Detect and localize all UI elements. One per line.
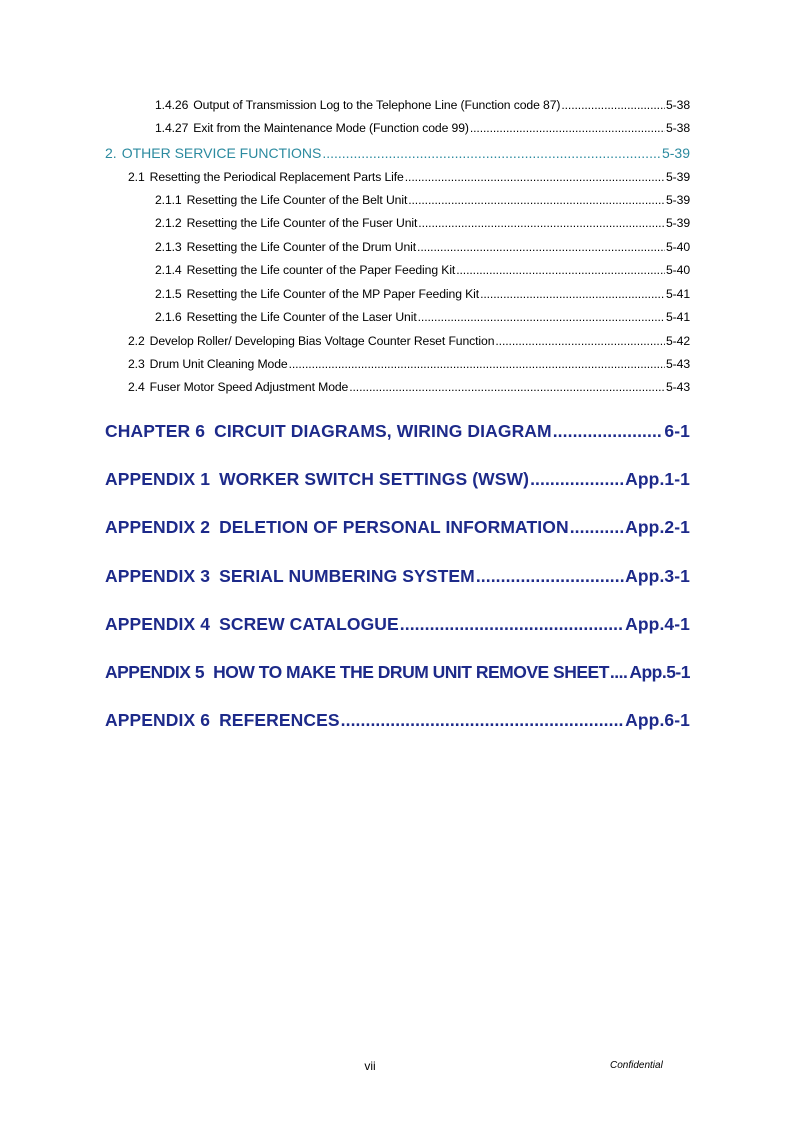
dot-leader [289, 357, 665, 371]
toc-entry-number: 1.4.27 [155, 121, 189, 135]
dot-leader [495, 334, 665, 348]
toc-entry-number: 2.2 [128, 334, 145, 348]
toc-appendix-page: App.2-1 [625, 517, 690, 537]
dot-leader [341, 710, 624, 731]
toc-entry-number: 2.1.1 [155, 193, 182, 207]
toc-entry-number: 2.1.6 [155, 310, 182, 324]
dot-leader [570, 517, 624, 538]
toc-entry-title: Fuser Motor Speed Adjustment Mode [149, 380, 349, 394]
dot-leader [480, 287, 665, 301]
toc-entry-title: Resetting the Life Counter of the MP Paper Feeding Kit [186, 287, 480, 301]
toc-entry-2-1-2[interactable] [155, 216, 690, 230]
toc-chapter-title: CIRCUIT DIAGRAMS, WIRING DIAGRAM [214, 421, 552, 441]
toc-appendix-page: App.4-1 [625, 614, 690, 634]
dot-leader [470, 121, 665, 135]
toc-appendix-3[interactable] [105, 566, 690, 587]
toc-entry-2-1-6[interactable] [155, 310, 690, 324]
toc-entry-title: Resetting the Life Counter of the Belt Unit [186, 193, 408, 207]
toc-entry-title: Resetting the Life Counter of the Laser Unit [186, 310, 417, 324]
toc-entry-number: 2.1.3 [155, 240, 182, 254]
toc-entry-2-3[interactable] [128, 357, 690, 371]
toc-entry-page: 5-39 [666, 193, 690, 207]
toc-entry-page: 5-40 [666, 240, 690, 254]
toc-appendix-5[interactable] [105, 662, 690, 683]
dot-leader [476, 566, 624, 587]
toc-entry-page: 5-41 [666, 310, 690, 324]
dot-leader [530, 469, 624, 490]
toc-entry-2-1-5[interactable] [155, 287, 690, 301]
toc-appendix-number: APPENDIX 4 [105, 614, 211, 634]
toc-appendix-page: App.6-1 [625, 710, 690, 730]
toc-entry-title: Drum Unit Cleaning Mode [149, 357, 288, 371]
toc-entry-page: 5-40 [666, 263, 690, 277]
toc-entry-2-4[interactable] [128, 380, 690, 394]
toc-entry-title: Exit from the Maintenance Mode (Function code 99) [193, 121, 469, 135]
dot-leader [456, 263, 665, 277]
dot-leader [561, 98, 665, 112]
toc-appendix-title: WORKER SWITCH SETTINGS (WSW) [219, 469, 530, 489]
toc-entry-2-1[interactable] [128, 170, 690, 184]
toc-entry-title: Resetting the Life Counter of the Drum Unit [186, 240, 417, 254]
toc-section-2[interactable] [105, 145, 690, 161]
toc-entry-page: 5-38 [666, 98, 690, 112]
dot-leader [400, 614, 624, 635]
toc-entry-page: 5-43 [666, 357, 690, 371]
footer-page-number: vii [364, 1059, 376, 1073]
toc-appendix-1[interactable] [105, 469, 690, 490]
toc-appendix-number: APPENDIX 1 [105, 469, 211, 489]
toc-entry-2-2[interactable] [128, 334, 690, 348]
toc-appendix-page: App.1-1 [625, 469, 690, 489]
toc-appendix-number: APPENDIX 5 [105, 662, 205, 682]
toc-entry-title: Develop Roller/ Developing Bias Voltage Counter Reset Function [149, 334, 495, 348]
toc-appendix-title: REFERENCES [219, 710, 340, 730]
toc-appendix-page: App.3-1 [625, 566, 690, 586]
dot-leader [418, 216, 665, 230]
toc-entry-page: 5-42 [666, 334, 690, 348]
toc-appendix-4[interactable] [105, 614, 690, 635]
toc-entry-page: 5-39 [666, 216, 690, 230]
toc-appendix-number: APPENDIX 6 [105, 710, 211, 730]
toc-entry-title: Resetting the Life counter of the Paper Feeding Kit [186, 263, 456, 277]
toc-appendix-title: SCREW CATALOGUE [219, 614, 399, 634]
toc-entry-1-4-27[interactable] [155, 121, 690, 135]
toc-section-title: OTHER SERVICE FUNCTIONS [121, 145, 322, 161]
footer-confidential: Confidential [610, 1060, 663, 1071]
toc-entry-number: 2.1.4 [155, 263, 182, 277]
dot-leader [408, 193, 665, 207]
toc-entry-number: 2.4 [128, 380, 145, 394]
toc-section-page: 5-39 [661, 145, 690, 161]
dot-leader [418, 310, 665, 324]
toc-appendix-2[interactable] [105, 517, 690, 538]
toc-appendix-number: APPENDIX 2 [105, 517, 211, 537]
toc-entry-page: 5-41 [666, 287, 690, 301]
toc-entry-title: Output of Transmission Log to the Telephone Line (Function code 87) [193, 98, 561, 112]
toc-chapter-6[interactable] [105, 421, 690, 442]
toc-chapter-number: CHAPTER 6 [105, 421, 206, 441]
toc-appendix-title: DELETION OF PERSONAL INFORMATION [219, 517, 569, 537]
dot-leader [322, 145, 661, 161]
toc-entry-1-4-26[interactable] [155, 98, 690, 112]
toc-entry-2-1-1[interactable] [155, 193, 690, 207]
toc-entry-page: 5-38 [666, 121, 690, 135]
toc-entry-number: 2.3 [128, 357, 145, 371]
toc-entry-page: 5-43 [666, 380, 690, 394]
toc-entry-2-1-4[interactable] [155, 263, 690, 277]
toc-entry-title: Resetting the Life Counter of the Fuser Unit [186, 216, 418, 230]
toc-entry-number: 2.1 [128, 170, 145, 184]
toc-chapter-page: 6-1 [664, 421, 690, 441]
toc-appendix-number: APPENDIX 3 [105, 566, 211, 586]
toc-entry-page: 5-39 [666, 170, 690, 184]
toc-entry-number: 2.1.5 [155, 287, 182, 301]
dot-leader [349, 380, 665, 394]
dot-leader [553, 421, 664, 442]
dot-leader [417, 240, 665, 254]
dot-leader [405, 170, 665, 184]
toc-section-number: 2. [105, 145, 117, 161]
toc-entry-title: Resetting the Periodical Replacement Parts Life [149, 170, 404, 184]
toc-entry-2-1-3[interactable] [155, 240, 690, 254]
toc-appendix-title: HOW TO MAKE THE DRUM UNIT REMOVE SHEET [213, 662, 609, 682]
dot-leader [610, 662, 628, 683]
toc-entry-number: 2.1.2 [155, 216, 182, 230]
toc-appendix-page: App.5-1 [629, 662, 690, 682]
toc-appendix-title: SERIAL NUMBERING SYSTEM [219, 566, 475, 586]
toc-appendix-6[interactable] [105, 710, 690, 731]
toc-entry-number: 1.4.26 [155, 98, 189, 112]
